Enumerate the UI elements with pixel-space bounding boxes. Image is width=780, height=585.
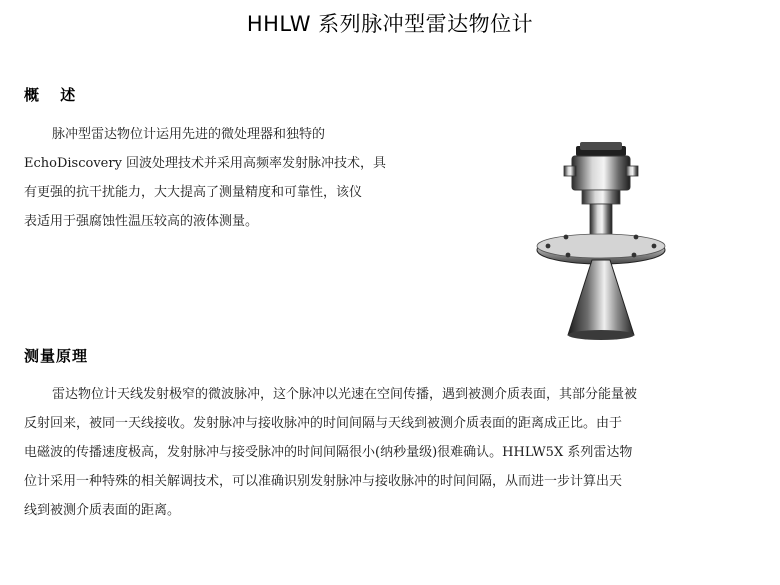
radar-level-gauge-image	[520, 140, 680, 345]
page-title: HHLW 系列脉冲型雷达物位计	[246, 12, 534, 36]
principle-line: 雷达物位计天线发射极窄的微波脉冲，这个脉冲以光速在空间传播，遇到被测介质表面，其部分能量被	[52, 387, 638, 402]
principle-paragraph	[24, 380, 754, 525]
principle-line: 线到被测介质表面的距离。	[24, 503, 181, 518]
overview-line: EchoDiscovery 回波处理技术并采用高频率发射脉冲技术，具	[24, 156, 387, 171]
section-heading-overview: 概 述	[24, 86, 84, 104]
overview-paragraph	[24, 120, 438, 236]
overview-line: 有更强的抗干扰能力，大大提高了测量精度和可靠性，该仪	[24, 185, 363, 200]
principle-line: 反射回来，被同一天线接收。发射脉冲与接收脉冲的时间间隔与天线到被测介质表面的距离成正比。由于	[24, 416, 623, 431]
principle-line: 位计采用一种特殊的相关解调技术，可以准确识别发射脉冲与接收脉冲的时间间隔，从而进一步计算出天	[24, 474, 623, 489]
principle-line: 电磁波的传播速度极高，发射脉冲与接受脉冲的时间间隔很小(纳秒量级)很难确认。HHLW5X 系列雷达物	[24, 445, 633, 460]
section-heading-measurement-principle: 测量原理	[24, 347, 89, 365]
overview-line: 表适用于强腐蚀性温压较高的液体测量。	[24, 214, 259, 229]
overview-line: 脉冲型雷达物位计运用先进的微处理器和独特的	[52, 127, 326, 142]
